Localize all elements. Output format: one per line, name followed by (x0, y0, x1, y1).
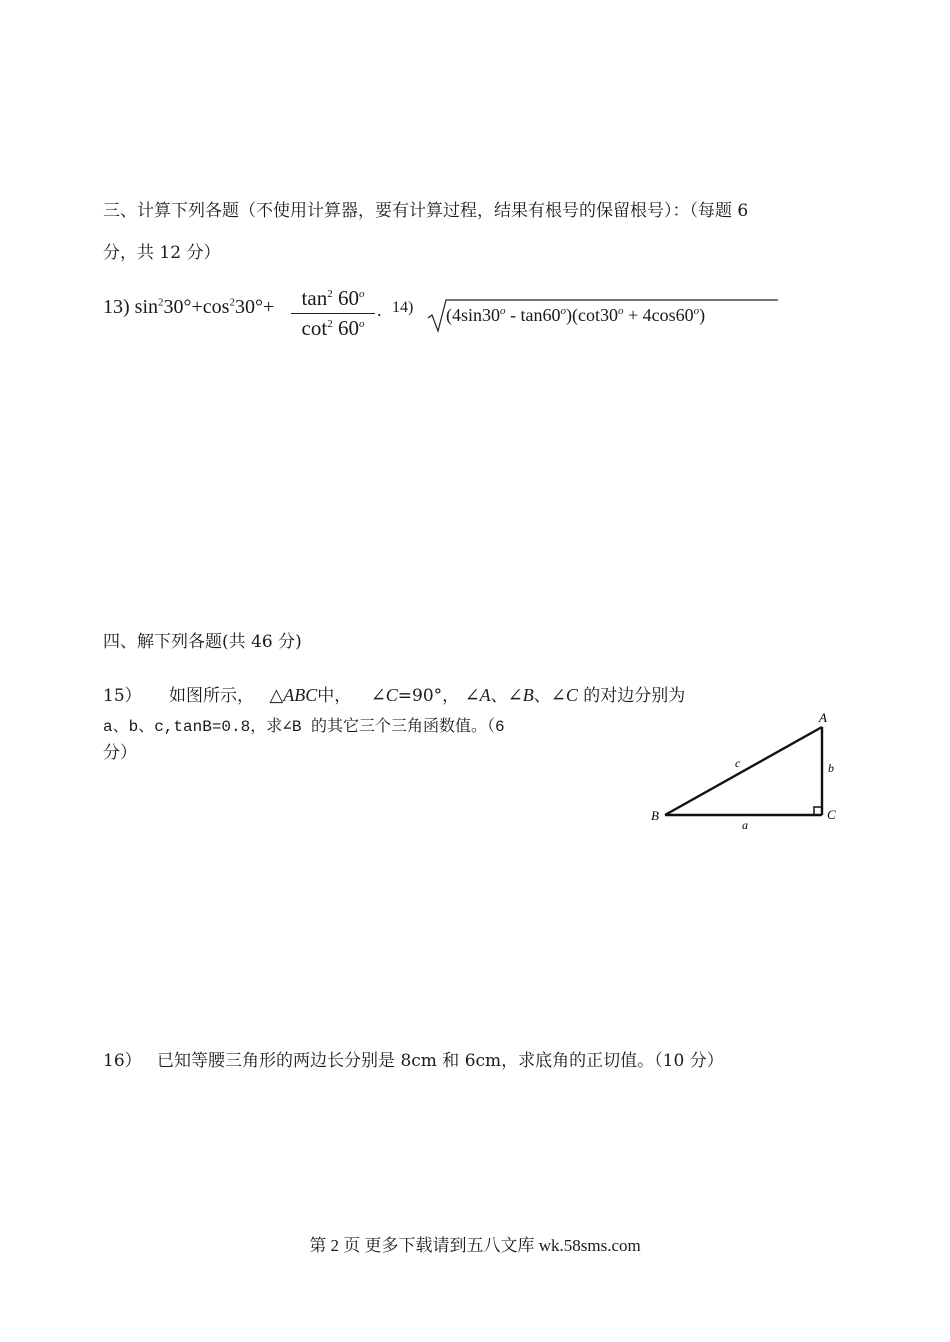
section3-heading-line2: 分，共 12 分） (103, 243, 221, 263)
q15-triangle: △ABC (269, 685, 318, 705)
q13-fraction (291, 286, 375, 341)
q13-expression (103, 296, 274, 319)
q14-part1: (4sin30 (446, 305, 500, 325)
q13-den-fn: cot (301, 316, 328, 340)
q13-num-fn: tan (301, 286, 328, 310)
q13-num-deg: o (358, 288, 365, 300)
q13-den-sup: 2 (327, 318, 333, 330)
q15-text2: 中， (317, 686, 352, 706)
right-angle-mark (814, 807, 822, 815)
side-c-label: c (735, 756, 741, 770)
q13-sin-sup: 2 (158, 296, 164, 309)
q16-number: 16） (103, 1051, 142, 1071)
q16-text: 已知等腰三角形的两边长分别是 8cm 和 6cm，求底角的正切值。（10 分） (157, 1051, 724, 1071)
vertex-a-label: A (819, 710, 827, 725)
q13-number: 13) (103, 296, 130, 318)
q15-line3: 分） (103, 743, 137, 763)
q13-sin: sin (134, 296, 159, 318)
q15-line1 (103, 681, 685, 706)
q15-text3: =90°， (397, 686, 460, 706)
q14-part3: )(cot30 (565, 305, 618, 325)
section4-heading: 四、解下列各题(共 46 分) (103, 632, 302, 652)
vertex-b-label: B (651, 808, 659, 823)
q15-text4: 的对边分别为 (577, 686, 686, 706)
q15-text1: 如图所示， (169, 686, 255, 706)
q15-angle-c: ∠C (370, 685, 398, 705)
q13-num-sup: 2 (327, 288, 333, 300)
page-footer: 第 2 页 更多下载请到五八文库 wk.58sms.com (309, 1236, 641, 1255)
q13-cos-sup: 2 (229, 296, 235, 309)
q16-line (103, 1046, 724, 1071)
fraction-bar (291, 313, 375, 314)
q13-mid: 30°+cos (163, 296, 230, 318)
q14-deg1: o (500, 305, 506, 317)
q14-expression (446, 305, 705, 326)
section3-heading-line1: 三、计算下列各题（不使用计算器，要有计算过程，结果有根号的保留根号）：（每题 6 (103, 201, 749, 221)
q13-end: 30°+ (234, 296, 275, 318)
q14-number: 14) (392, 299, 414, 316)
q13-den-val: 60 (337, 316, 359, 340)
triangle-figure (645, 705, 845, 835)
q15-sep2: 、 (533, 686, 551, 706)
q14-deg4: o (693, 305, 700, 317)
q15-angle-a: ∠A (464, 685, 491, 705)
q13-numerator (291, 286, 375, 311)
side-a-label: a (742, 818, 748, 832)
q15-sep1: 、 (490, 686, 508, 706)
q14-part2: - tan60 (505, 305, 561, 325)
q14-part4: + 4cos60 (623, 305, 694, 325)
q13-denominator (291, 316, 375, 341)
side-c (665, 727, 822, 815)
q15-number: 15） (103, 686, 142, 706)
side-b-label: b (828, 761, 834, 775)
q15-line2: a、b、c,tanB=0.8，求∠B 的其它三个三角函数值。（6 (103, 718, 505, 736)
q14-part5: ) (699, 305, 706, 325)
q15-angle-b: ∠B (507, 685, 534, 705)
q13-dot: . (377, 300, 382, 320)
q14-deg2: o (560, 305, 566, 317)
vertex-c-label: C (827, 807, 836, 822)
q14-deg3: o (617, 305, 624, 317)
q13-num-val: 60 (337, 286, 359, 310)
q13-den-deg: o (358, 318, 365, 330)
q15-angle-c2: ∠C (550, 685, 578, 705)
